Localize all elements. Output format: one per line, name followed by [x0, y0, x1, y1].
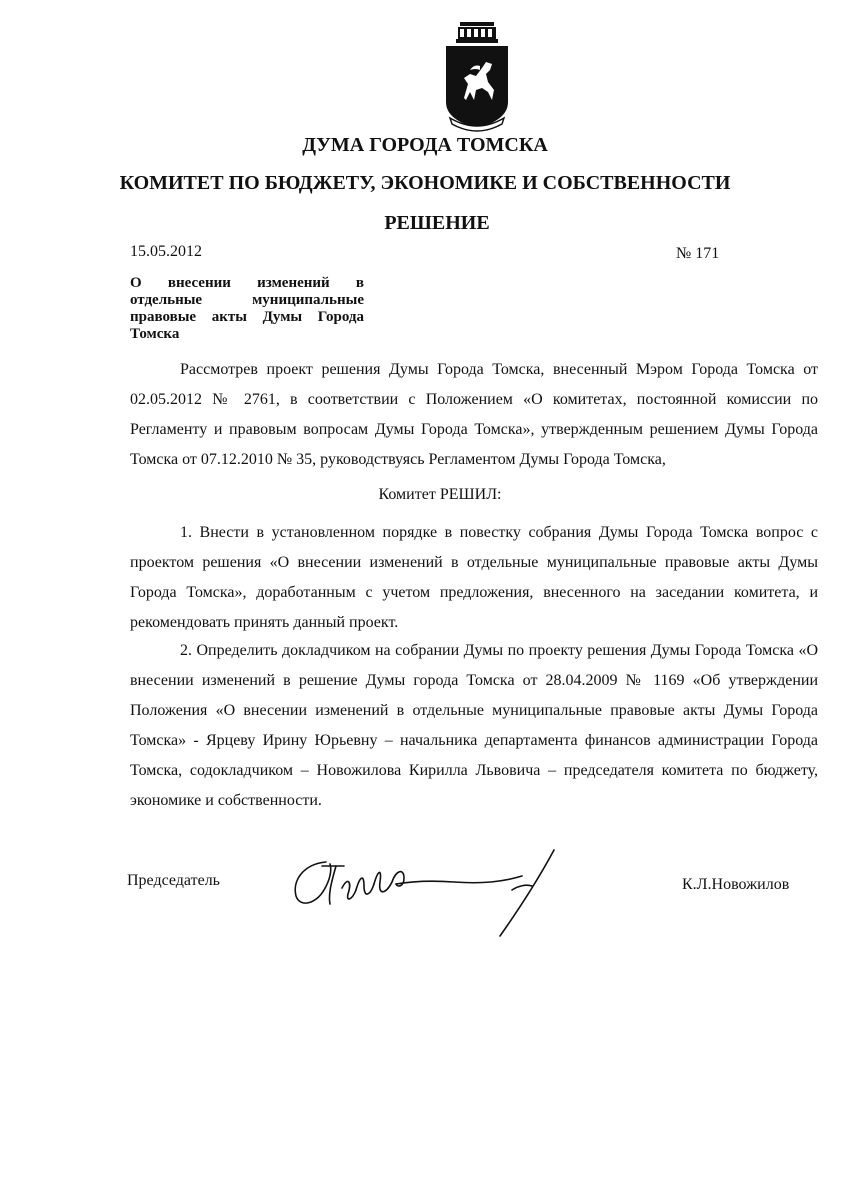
- decision-number: № 171: [676, 245, 720, 262]
- organization-title: ДУМА ГОРОДА ТОМСКА: [302, 134, 548, 156]
- decision-subject: О внесении изменений в отдельные муниципальные правовые акты Думы Города Томска: [130, 275, 364, 342]
- handwritten-signature-icon: [286, 846, 566, 941]
- committee-title: КОМИТЕТ ПО БЮДЖЕТУ, ЭКОНОМИКЕ И СОБСТВЕННОСТИ: [119, 172, 731, 194]
- decision-date: 15.05.2012: [130, 243, 202, 260]
- intro-paragraph: Рассмотрев проект решения Думы Города Томска, внесенный Мэром Города Томска от 02.05.2012 № 2761, в соответствии с Положением «О комитетах, постоянной комиссии по Регламенту и правовым вопросам Думы Города Томска», утвержденным решением Думы Города Томска от 07.12.2010 № 35, руководствуясь Регламентом Думы Города Томска,: [130, 361, 818, 468]
- document-type-title: РЕШЕНИЕ: [384, 212, 490, 234]
- resolution-item-2: 2. Определить докладчиком на собрании Думы по проекту решения Думы Города Томска «О внесении изменений в решение Думы города Томска от 28.04.2009 № 1169 «Об утверждении Положения «О внесении изменений в отдельные муниципальные правовые акты Думы Города Томска» - Ярцеву Ирину Юрьевну – начальника департамента финансов администрации Города Томска, содокладчиком – Новожилова Кирилла Львовича – председателя комитета по бюджету, экономике и собственности.: [130, 642, 818, 809]
- chair-name: К.Л.Новожилов: [682, 876, 790, 893]
- resolution-item-1: 1. Внести в установленном порядке в повестку собрания Думы Города Томска вопрос с проектом решения «О внесении изменений в отдельные муниципальные правовые акты Думы Города Томска», доработанным с учетом предложения, внесенного на заседании комитета, и рекомендовать принять данный проект.: [130, 524, 818, 631]
- resolved-line: Комитет РЕШИЛ:: [378, 486, 502, 503]
- tomsk-coat-of-arms-icon: [440, 18, 514, 136]
- chair-label: Председатель: [127, 872, 220, 889]
